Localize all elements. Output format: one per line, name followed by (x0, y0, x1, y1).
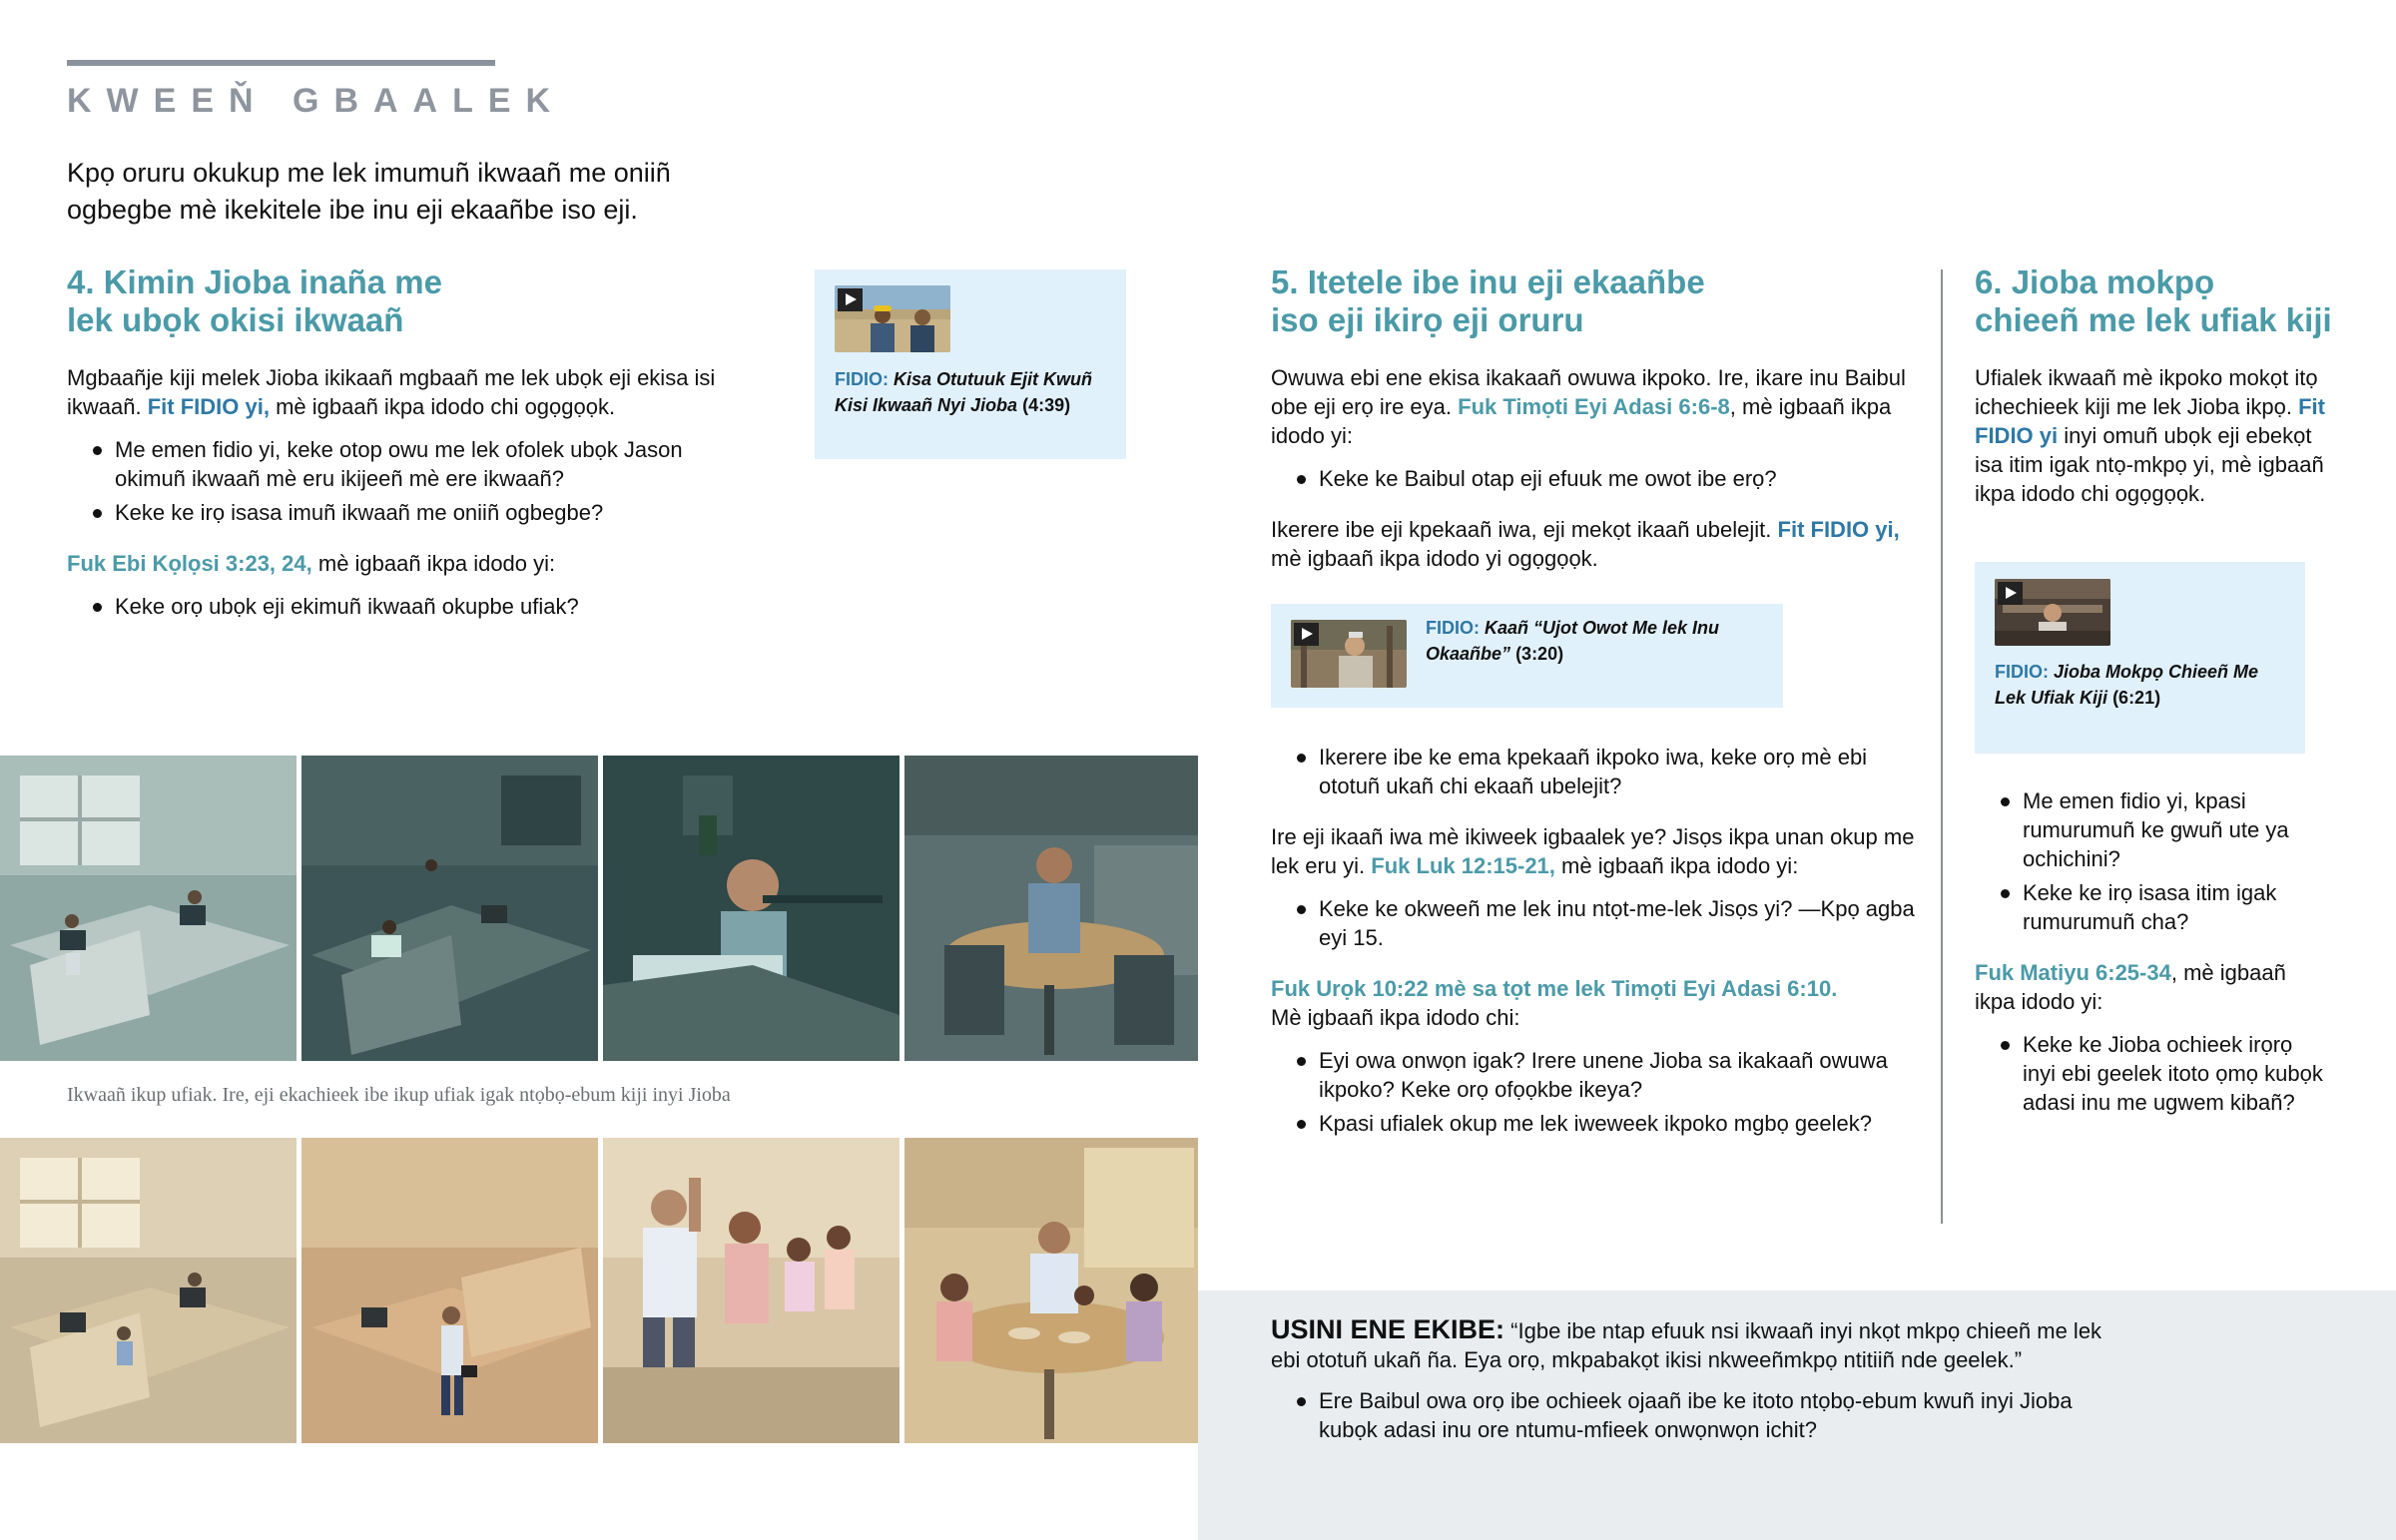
man-kitchen-image (904, 756, 1198, 1061)
quote-questions (1271, 1386, 2129, 1444)
section5-p3-text: Ire eji ikaañ iwa mè ikiweek igbaalek ye? Jisọs ikpa unan okup me lek eru yi. (1271, 824, 1915, 878)
section4-paragraph (67, 363, 756, 421)
section6-questions-1 (1975, 786, 2329, 936)
section6-title (1975, 263, 2374, 339)
section4-title-line2: lek ubọk okisi ikwaañ (67, 301, 404, 338)
illustration-family-dinner (904, 1138, 1198, 1443)
list-item: Keke ke irọ isasa itim igak rumurumuñ cha? (1975, 878, 2329, 936)
section4-title (67, 263, 586, 339)
section4-scripture-paragraph (67, 549, 756, 578)
section-label: KWEEŇ GBAALEK (67, 82, 566, 120)
header-rule (67, 60, 495, 66)
family-dinner-image (904, 1138, 1198, 1443)
illustration-caption: Ikwaañ ikup ufiak. Ire, eji ekachieek ibe ikup ufiak igak ntọbọ-ebum kiji inyi Jioba (67, 1084, 731, 1106)
section5-body-top (1271, 363, 1920, 587)
section5-questions-1 (1271, 464, 1920, 493)
scripture-link-timothy[interactable]: Fuk Timọti Eyi Adasi 6:6-8 (1458, 394, 1730, 419)
play-icon[interactable] (1294, 623, 1319, 646)
section6-p2-tail: , mè igbaañ ikpa idodo yi: (1975, 960, 2286, 1014)
video-duration: (4:39) (1022, 395, 1071, 415)
section5-questions-3 (1271, 894, 1920, 952)
section6-paragraph-2 (1975, 958, 2329, 1016)
video-caption (1426, 615, 1775, 667)
list-item: Kpasi ufialek okup me lek iweweek ikpoko mgbọ geelek? (1271, 1109, 1920, 1138)
man-computer-image (603, 756, 899, 1061)
section5-questions-2 (1271, 743, 1920, 800)
video-thumbnail[interactable] (1995, 579, 2110, 646)
section4-p1-tail: mè igbaañ ikpa idodo chi ogọgọọk. (276, 394, 616, 419)
list-item: Keke ke Jioba ochieek irọrọ inyi ebi geelek itoto ọmọ kubọk adasi inu me ugwem kibañ? (1975, 1030, 2329, 1117)
video-card-needs[interactable] (1975, 562, 2305, 754)
section4-body (67, 363, 756, 643)
video-caption (1995, 659, 2294, 711)
illustration-office-evening (0, 756, 297, 1061)
section5-p3-tail: mè igbaañ ikpa idodo yi: (1561, 853, 1799, 878)
office-night-image (301, 756, 598, 1061)
illustration-office-day (0, 1138, 297, 1443)
section4-video-link[interactable]: Fit FIDIO yi, (147, 394, 270, 419)
section4-p1-text: Mgbaañje kiji melek Jioba ikikaañ mgbaañ me lek ubọk eji ekisa isi ikwaañ. (67, 365, 716, 419)
intro-text: Kpọ oruru okukup me lek imumuñ ikwaañ me oniiñ ogbegbe mè ikekitele ibe inu eji ekaañbe iso eji. (67, 158, 671, 225)
column-divider (1941, 269, 1943, 1224)
section6-paragraph-1 (1975, 363, 2329, 508)
office-day-image (0, 1138, 297, 1443)
section5-body-bottom (1271, 737, 1920, 1160)
section4-title-line1: 4. Kimin Jioba inaña me (67, 263, 442, 300)
list-item: Me emen fidio yi, kpasi rumurumuñ ke gwuñ ute ya ochichini? (1975, 786, 2329, 873)
quote-body: “Igbe ibe ntap efuuk nsi ikwaañ inyi nkọt mkpọ chieeñ me lek ebi ototuñ ukañ ña. Eya orọ, mkpabakọt ikisi nkweeñmkpọ ntitiiñ nde geelek.” (1271, 1318, 2102, 1372)
section5-p2-tail: mè igbaañ ikpa idodo yi ogọgọọk. (1271, 546, 1598, 571)
quote-lead: USINI ENE EKIBE: (1271, 1314, 1505, 1344)
section5-p1-text: Owuwa ebi ene ekisa ikakaañ owuwa ikpoko. Ire, ikare inu Baibul obe eji erọ ire eya. (1271, 365, 1906, 419)
video-duration: (3:20) (1515, 644, 1564, 664)
section6-body-bottom (1975, 780, 2329, 1139)
section5-title-line1: 5. Itetele ibe inu eji ekaañbe (1271, 263, 1705, 300)
section4-questions-2 (67, 592, 756, 621)
section5-video-link[interactable]: Fit FIDIO yi, (1777, 517, 1900, 542)
scripture-link-matthew[interactable]: Fuk Matiyu 6:25-34 (1975, 960, 2171, 985)
office-evening-image (0, 756, 297, 1061)
illustration-office-night (301, 756, 598, 1061)
video-card-sayings[interactable] (1271, 604, 1783, 708)
list-item: Ere Baibul owa orọ ibe ochieek ojaañ ibe ke itoto ntọbọ-ebum kwuñ inyi Jioba kubọk adasi inu ore ntumu-mfieek onwọnwọn ichit? (1271, 1386, 2129, 1444)
illustration-man-computer (603, 756, 899, 1061)
section4-p2-tail: mè igbaañ ikpa idodo yi: (317, 551, 556, 576)
illustration-man-kitchen (904, 756, 1198, 1061)
man-leaving-image (301, 1138, 598, 1443)
video-card-work[interactable] (815, 269, 1126, 459)
list-item: Keke ke irọ isasa imuñ ikwaañ me oniiñ ogbegbe? (67, 498, 756, 527)
section6-video-link[interactable]: Fit FIDIO yi (1975, 394, 2325, 448)
video-thumbnail[interactable] (835, 285, 950, 352)
scripture-link-colossians[interactable]: Fuk Ebi Kọlọsi 3:23, 24, (67, 551, 312, 576)
video-title: Jioba Mokpọ Chieeñ Me Lek Ufiak Kiji (1995, 662, 2259, 708)
section5-p1-tail: , mè igbaañ ikpa idodo yi: (1271, 394, 1892, 448)
illustration-family-meeting (603, 1138, 899, 1443)
list-item: Keke ke okweeñ me lek inu ntọt-me-lek Jisọs yi? —Kpọ agba eyi 15. (1271, 894, 1920, 952)
list-item: Eyi owa onwọn igak? Irere unene Jioba sa ikakaañ owuwa ikpoko? Keke orọ ofọọkbe ikeya? (1271, 1046, 1920, 1104)
section4-questions-1 (67, 435, 756, 527)
section5-paragraph-4 (1271, 974, 1920, 1032)
quote-text (1271, 1315, 2129, 1466)
list-item: Ikerere ibe ke ema kpekaañ ikpoko iwa, keke orọ mè ebi ototuñ ukañ chi ekaañ ubelejit? (1271, 743, 1920, 800)
video-label: FIDIO: (835, 369, 889, 389)
section5-p4-text: Mè igbaañ ikpa idodo chi: (1271, 1005, 1520, 1030)
section6-title-line1: 6. Jioba mokpọ (1975, 263, 2215, 300)
play-icon[interactable] (1998, 582, 2023, 605)
family-meeting-image (603, 1138, 899, 1443)
video-title: Kisa Otutuuk Ejit Kwuñ Kisi Ikwaañ Nyi Jioba (835, 369, 1093, 415)
list-item: Me emen fidio yi, keke otop owu me lek ofolek ubọk Jason okimuñ ikwaañ mè eru ikijeeñ mè ere ikwaañ? (67, 435, 756, 493)
section5-title-line2: iso eji ikirọ eji oruru (1271, 301, 1584, 338)
section5-title (1271, 263, 1910, 339)
section5-paragraph-1 (1271, 363, 1920, 450)
section5-p2-text: Ikerere ibe eji kpekaañ iwa, eji mekọt ikaañ ubelejit. (1271, 517, 1772, 542)
section6-questions-2 (1975, 1030, 2329, 1117)
illustration-man-leaving (301, 1138, 598, 1443)
list-item: Keke orọ ubọk eji ekimuñ ikwaañ okupbe ufiak? (67, 592, 756, 621)
section6-title-line2: chieeñ me lek ufiak kiji (1975, 301, 2332, 338)
section6-p1-text: Ufialek ikwaañ mè ikpoko mokọt itọ ichechieek kiji me lek Jioba ikpọ. (1975, 365, 2318, 419)
play-icon[interactable] (838, 288, 863, 311)
scripture-link-proverbs[interactable]: Fuk Urọk 10:22 mè sa tọt me lek Timọti Eyi Adasi 6:10. (1271, 976, 1838, 1001)
section6-p1-tail: inyi omuñ ubọk eji ebekọt isa itim igak ntọ-mkpọ yi, mè igbaañ ikpa idodo chi ogọgọọk. (1975, 423, 2324, 506)
video-caption (835, 366, 1114, 418)
video-label: FIDIO: (1995, 662, 2049, 682)
section6-body-top (1975, 363, 2329, 522)
section5-paragraph-3 (1271, 822, 1920, 880)
video-duration: (6:21) (2112, 688, 2161, 708)
quote-paragraph (1271, 1315, 2129, 1374)
section5-paragraph-2 (1271, 515, 1920, 573)
video-title: Kaañ “Ujot Owot Me lek Inu Okaañbe” (1426, 618, 1720, 664)
scripture-link-luke[interactable]: Fuk Luk 12:15-21, (1371, 853, 1555, 878)
video-label: FIDIO: (1426, 618, 1480, 638)
video-thumbnail[interactable] (1291, 620, 1407, 688)
list-item: Keke ke Baibul otap eji efuuk me owot ibe erọ? (1271, 464, 1920, 493)
section5-questions-4 (1271, 1046, 1920, 1138)
